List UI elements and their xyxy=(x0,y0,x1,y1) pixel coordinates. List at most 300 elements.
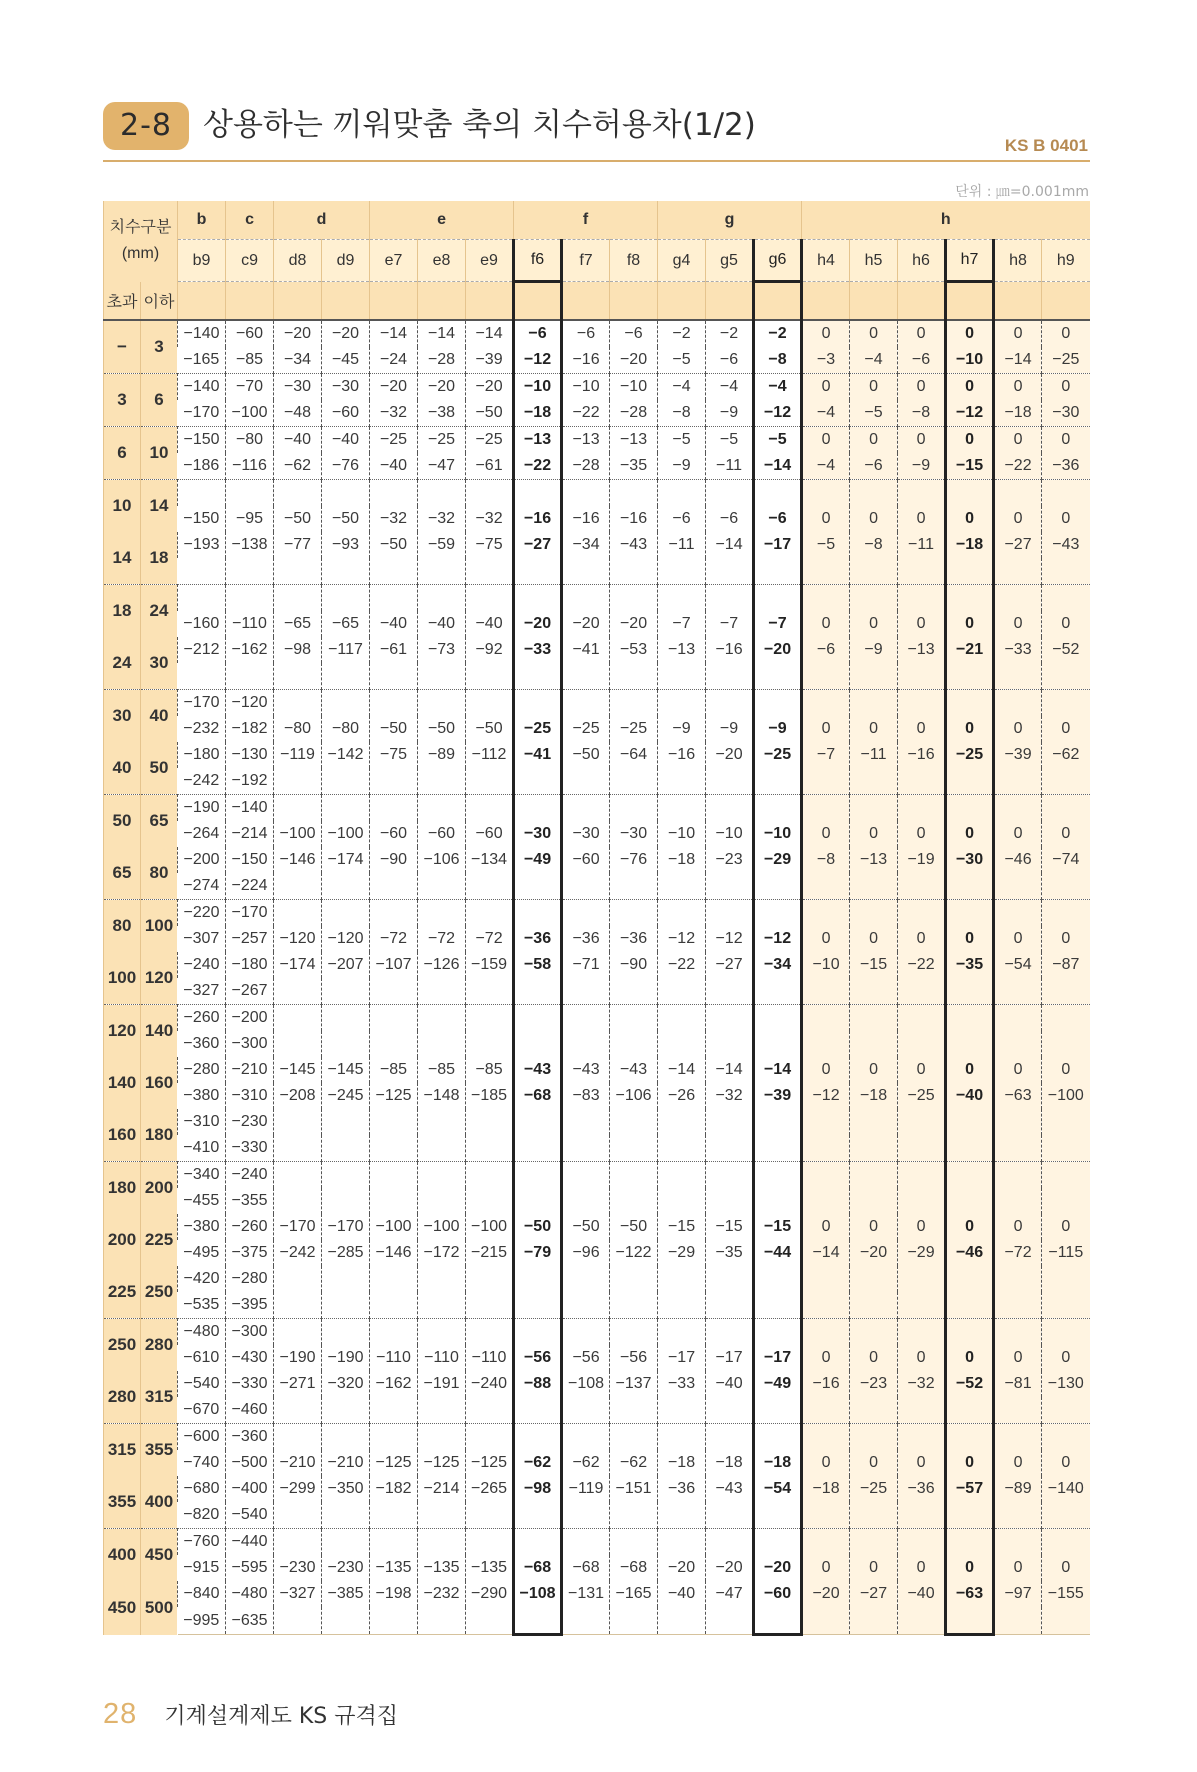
spacer-cell xyxy=(898,585,946,612)
spacer-cell xyxy=(850,978,898,1005)
spacer-cell xyxy=(658,978,706,1005)
upper-deviation: −18 xyxy=(706,1450,754,1476)
spacer-cell xyxy=(466,1424,514,1451)
lower-deviation: −89 xyxy=(994,1476,1042,1502)
upper-deviation: −280 xyxy=(178,1057,226,1083)
spacer-cell xyxy=(322,1424,370,1451)
upper-deviation: 0 xyxy=(946,1057,994,1083)
upper-deviation: 0 xyxy=(1042,1057,1090,1083)
spacer-cell xyxy=(658,1109,706,1162)
spacer-cell xyxy=(1042,690,1090,717)
upper-deviation: −330 xyxy=(226,1371,274,1397)
spacer-cell xyxy=(850,558,898,585)
spacer-cell xyxy=(562,978,610,1005)
lower-deviation: −18 xyxy=(514,400,562,427)
spacer-cell xyxy=(754,585,802,612)
lower-deviation: −41 xyxy=(514,742,562,768)
range-upto: 10 xyxy=(141,427,178,480)
spacer-cell xyxy=(658,1607,706,1635)
spacer-cell xyxy=(514,1109,562,1162)
spacer-cell xyxy=(706,480,754,507)
lower-deviation: −62 xyxy=(274,453,322,480)
lower-deviation: −307 xyxy=(183,930,220,947)
spacer-cell xyxy=(466,1162,514,1215)
upper-deviation: −680 xyxy=(178,1476,226,1502)
upper-deviation: −100 xyxy=(322,821,370,847)
upper-deviation: −16 xyxy=(610,506,658,532)
spacer-cell xyxy=(946,480,994,507)
upper-deviation: −240 xyxy=(178,952,226,978)
spacer-cell xyxy=(946,1266,994,1319)
header-row-range xyxy=(104,282,1090,321)
spacer-cell xyxy=(754,873,802,900)
spacer-cell xyxy=(658,1266,706,1319)
upper-deviation: −200 xyxy=(226,1005,274,1032)
upper-deviation: −20 xyxy=(610,611,658,637)
lower-deviation: −6 xyxy=(706,347,754,374)
upper-deviation: 0 xyxy=(1042,1345,1090,1371)
upper-deviation: −72 xyxy=(418,926,466,952)
upper-deviation: −340 xyxy=(178,1162,226,1189)
lower-deviation: −108 xyxy=(562,1371,610,1397)
spacer-cell xyxy=(418,1266,466,1319)
lower-deviation: −165 xyxy=(610,1581,658,1607)
table-row xyxy=(104,480,1090,507)
upper-deviation: −140 xyxy=(178,320,226,347)
upper-deviation: −6 xyxy=(754,506,802,532)
spacer-cell xyxy=(898,978,946,1005)
table-row xyxy=(104,400,1090,427)
table-row xyxy=(104,1424,1090,1451)
spacer-cell xyxy=(802,1424,850,1451)
upper-deviation: −220 xyxy=(178,900,226,927)
spacer-cell xyxy=(754,1162,802,1215)
spacer-cell xyxy=(898,1266,946,1319)
table-row xyxy=(104,1555,1090,1581)
lower-deviation: −64 xyxy=(610,742,658,768)
spacer-cell xyxy=(706,1266,754,1319)
class-header-f8: f8 xyxy=(610,240,658,282)
spacer-cell xyxy=(658,585,706,612)
upper-deviation: −230 xyxy=(226,1109,274,1135)
spacer-cell xyxy=(754,1502,802,1529)
spacer-cell xyxy=(274,1529,322,1556)
lower-deviation: −27 xyxy=(706,952,754,978)
upper-deviation: −30 xyxy=(274,374,322,401)
lower-deviation: −10 xyxy=(802,952,850,978)
upper-deviation: 0 xyxy=(946,716,994,742)
upper-deviation: 0 xyxy=(850,1214,898,1240)
spacer-cell xyxy=(226,558,274,585)
upper-deviation: 0 xyxy=(1042,1450,1090,1476)
lower-deviation: −68 xyxy=(514,1083,562,1109)
upper-deviation: −400 xyxy=(226,1476,274,1502)
range-upto: 3 xyxy=(141,320,178,374)
spacer-cell xyxy=(898,1162,946,1215)
range-over: 315 xyxy=(104,1424,141,1477)
range-over: 50 xyxy=(104,795,141,848)
upper-deviation: −260 xyxy=(226,1214,274,1240)
lower-deviation: −327 xyxy=(183,982,220,999)
spacer-cell xyxy=(466,1109,514,1162)
spacer-cell xyxy=(322,1397,370,1424)
upper-deviation: −43 xyxy=(562,1057,610,1083)
upper-deviation: 0 xyxy=(994,320,1042,347)
lower-deviation: −138 xyxy=(226,532,274,558)
table-row xyxy=(104,1214,1090,1240)
blank-header-cell xyxy=(994,282,1042,321)
upper-deviation: −130 xyxy=(226,742,274,768)
upper-deviation: 0 xyxy=(1042,506,1090,532)
upper-deviation: 0 xyxy=(898,320,946,347)
spacer-cell xyxy=(274,795,322,822)
upper-deviation: −260 xyxy=(178,1005,226,1032)
upper-deviation: −135 xyxy=(418,1555,466,1581)
lower-deviation: −30 xyxy=(946,847,994,873)
spacer-cell xyxy=(610,1529,658,1556)
upper-deviation: 0 xyxy=(946,611,994,637)
spacer-cell xyxy=(274,978,322,1005)
upper-deviation: −50 xyxy=(466,716,514,742)
spacer-cell xyxy=(274,1607,322,1635)
spacer-cell xyxy=(802,1109,850,1162)
lower-deviation: −25 xyxy=(898,1083,946,1109)
lower-deviation: −108 xyxy=(514,1581,562,1607)
upper-deviation: −110 xyxy=(226,611,274,637)
spacer-cell xyxy=(850,480,898,507)
range-over: 65 xyxy=(104,847,141,900)
lower-deviation: −50 xyxy=(562,742,610,768)
lower-deviation: −27 xyxy=(994,532,1042,558)
lower-deviation: −151 xyxy=(610,1476,658,1502)
spacer-cell xyxy=(274,1162,322,1215)
lower-deviation: −182 xyxy=(226,716,274,742)
upper-deviation: −20 xyxy=(658,1555,706,1581)
upper-deviation: −25 xyxy=(466,427,514,454)
spacer-cell xyxy=(1042,1529,1090,1556)
upper-deviation: −9 xyxy=(658,716,706,742)
upper-deviation: −32 xyxy=(418,506,466,532)
upper-deviation: −15 xyxy=(658,1214,706,1240)
spacer-cell xyxy=(706,690,754,717)
upper-deviation: −40 xyxy=(466,611,514,637)
lower-deviation: −185 xyxy=(466,1083,514,1109)
blank-header-cell xyxy=(370,282,418,321)
lower-deviation: −12 xyxy=(754,400,802,427)
upper-deviation: −14 xyxy=(370,320,418,347)
spacer-cell xyxy=(754,978,802,1005)
spacer-cell xyxy=(946,1424,994,1451)
lower-deviation: −5 xyxy=(802,532,850,558)
upper-deviation: −6 xyxy=(514,320,562,347)
spacer-cell xyxy=(226,585,274,612)
upper-deviation: −190 xyxy=(274,1345,322,1371)
spacer-cell xyxy=(610,1424,658,1451)
range-over: 180 xyxy=(104,1162,141,1215)
lower-deviation: −22 xyxy=(898,952,946,978)
spacer-cell xyxy=(1042,1005,1090,1058)
lower-deviation: −40 xyxy=(706,1371,754,1397)
upper-deviation: −50 xyxy=(610,1214,658,1240)
spacer-cell xyxy=(994,1529,1042,1556)
upper-deviation: −10 xyxy=(562,374,610,401)
upper-deviation: −68 xyxy=(610,1555,658,1581)
upper-deviation: −62 xyxy=(610,1450,658,1476)
upper-deviation: −17 xyxy=(658,1345,706,1371)
range-upto: 50 xyxy=(141,742,178,795)
lower-deviation: −41 xyxy=(562,637,610,663)
range-over: 225 xyxy=(104,1266,141,1319)
upper-deviation: 0 xyxy=(850,506,898,532)
class-header-h4: h4 xyxy=(802,240,850,282)
spacer-cell xyxy=(466,873,514,900)
lower-deviation: −137 xyxy=(610,1371,658,1397)
spacer-cell xyxy=(658,1502,706,1529)
upper-deviation: −56 xyxy=(514,1345,562,1371)
lower-deviation: −455 xyxy=(183,1192,220,1209)
upper-deviation: −180 xyxy=(226,952,274,978)
range-upto: 450 xyxy=(141,1529,178,1582)
class-header-f7: f7 xyxy=(562,240,610,282)
lower-deviation: −32 xyxy=(898,1371,946,1397)
spacer-cell xyxy=(562,1162,610,1215)
lower-deviation: −77 xyxy=(274,532,322,558)
spacer-cell xyxy=(370,585,418,612)
lower-deviation: −11 xyxy=(898,532,946,558)
upper-deviation: 0 xyxy=(994,1450,1042,1476)
spacer-cell xyxy=(994,1397,1042,1424)
lower-deviation: −73 xyxy=(418,637,466,663)
spacer-cell xyxy=(418,663,466,690)
upper-deviation: −160 xyxy=(183,615,220,632)
upper-deviation: −135 xyxy=(370,1555,418,1581)
lower-deviation: −59 xyxy=(418,532,466,558)
dimension-header xyxy=(104,201,178,282)
spacer-cell xyxy=(466,663,514,690)
table-row xyxy=(104,952,1090,978)
lower-deviation: −18 xyxy=(802,1476,850,1502)
upper-deviation: −6 xyxy=(610,320,658,347)
upper-deviation: −20 xyxy=(370,374,418,401)
spacer-cell xyxy=(994,1319,1042,1346)
spacer-cell xyxy=(898,1005,946,1058)
group-header-h: h xyxy=(802,201,1090,240)
lower-deviation: −72 xyxy=(994,1240,1042,1266)
table-row xyxy=(104,611,1090,637)
upper-deviation: −280 xyxy=(226,1266,274,1292)
spacer-cell xyxy=(418,1005,466,1058)
lower-deviation: −21 xyxy=(946,637,994,663)
lower-deviation: −23 xyxy=(706,847,754,873)
upper-deviation: −20 xyxy=(418,374,466,401)
spacer-cell xyxy=(274,1502,322,1529)
upper-deviation: −13 xyxy=(610,427,658,454)
upper-deviation: −62 xyxy=(562,1450,610,1476)
upper-deviation: −12 xyxy=(754,926,802,952)
table-row xyxy=(104,742,1090,768)
lower-deviation: −32 xyxy=(706,1083,754,1109)
spacer-cell xyxy=(418,1109,466,1162)
range-upto: 120 xyxy=(141,952,178,1005)
upper-deviation: −20 xyxy=(322,320,370,347)
spacer-cell xyxy=(706,1109,754,1162)
upper-deviation: −100 xyxy=(370,1214,418,1240)
upper-deviation: −13 xyxy=(562,427,610,454)
lower-deviation: −14 xyxy=(754,453,802,480)
spacer-cell xyxy=(610,873,658,900)
upper-deviation: −6 xyxy=(706,506,754,532)
upper-deviation: −6 xyxy=(658,506,706,532)
upper-deviation: −12 xyxy=(706,926,754,952)
spacer-cell xyxy=(994,690,1042,717)
spacer-cell xyxy=(274,480,322,507)
table-row xyxy=(104,347,1090,374)
upper-deviation: −16 xyxy=(514,506,562,532)
upper-deviation: 0 xyxy=(802,1057,850,1083)
spacer-cell xyxy=(706,1424,754,1451)
lower-deviation: −192 xyxy=(226,768,274,795)
lower-deviation: −410 xyxy=(183,1139,220,1156)
spacer-cell xyxy=(274,585,322,612)
lower-deviation: −14 xyxy=(706,532,754,558)
lower-deviation: −20 xyxy=(802,1581,850,1607)
lower-deviation: −36 xyxy=(1042,453,1090,480)
lower-deviation: −34 xyxy=(562,532,610,558)
spacer-cell xyxy=(274,900,322,927)
spacer-cell xyxy=(802,1319,850,1346)
lower-deviation: −34 xyxy=(274,347,322,374)
upper-deviation: −150 xyxy=(178,427,226,454)
lower-deviation: −22 xyxy=(514,453,562,480)
spacer-cell xyxy=(946,978,994,1005)
upper-deviation: 0 xyxy=(994,611,1042,637)
lower-deviation: −264 xyxy=(183,825,220,842)
spacer-cell xyxy=(322,1109,370,1162)
lower-deviation: −28 xyxy=(610,400,658,427)
spacer-cell xyxy=(322,795,370,822)
lower-deviation: −18 xyxy=(658,847,706,873)
spacer-cell xyxy=(514,663,562,690)
lower-deviation: −53 xyxy=(610,637,658,663)
upper-deviation: 0 xyxy=(898,611,946,637)
lower-deviation: −87 xyxy=(1042,952,1090,978)
lower-deviation: −540 xyxy=(226,1502,274,1529)
lower-deviation: −119 xyxy=(274,742,322,768)
upper-deviation: 0 xyxy=(994,1345,1042,1371)
upper-deviation: 0 xyxy=(1042,926,1090,952)
spacer-cell xyxy=(1042,1502,1090,1529)
lower-deviation: −35 xyxy=(946,952,994,978)
upper-deviation: −110 xyxy=(418,1345,466,1371)
spacer-cell xyxy=(898,1529,946,1556)
spacer-cell xyxy=(370,1424,418,1451)
spacer-cell xyxy=(754,1607,802,1635)
lower-deviation: −215 xyxy=(466,1240,514,1266)
range-over: 10 xyxy=(104,480,141,533)
spacer-cell xyxy=(754,1397,802,1424)
spacer-cell xyxy=(514,480,562,507)
lower-deviation: −74 xyxy=(1042,847,1090,873)
spacer-cell xyxy=(994,663,1042,690)
spacer-cell xyxy=(946,585,994,612)
spacer-cell xyxy=(514,1005,562,1058)
upper-deviation: 0 xyxy=(946,1555,994,1581)
lower-deviation: −245 xyxy=(322,1083,370,1109)
lower-deviation: −57 xyxy=(946,1476,994,1502)
upper-deviation: −13 xyxy=(514,427,562,454)
class-header-h6: h6 xyxy=(898,240,946,282)
upper-deviation: −480 xyxy=(226,1581,274,1607)
spacer-cell xyxy=(610,1266,658,1319)
spacer-cell xyxy=(994,1005,1042,1058)
spacer-cell xyxy=(322,690,370,717)
lower-deviation: −15 xyxy=(946,453,994,480)
lower-deviation: −49 xyxy=(754,1371,802,1397)
lower-deviation: −4 xyxy=(802,400,850,427)
upper-deviation: −600 xyxy=(178,1424,226,1451)
lower-deviation: −33 xyxy=(658,1371,706,1397)
spacer-cell xyxy=(850,795,898,822)
range-over: 120 xyxy=(104,1005,141,1058)
lower-deviation: −60 xyxy=(754,1581,802,1607)
spacer-cell xyxy=(514,1397,562,1424)
lower-deviation: −350 xyxy=(322,1476,370,1502)
lower-deviation: −310 xyxy=(226,1083,274,1109)
spacer-cell xyxy=(706,1502,754,1529)
lower-deviation: −122 xyxy=(610,1240,658,1266)
lower-deviation: −90 xyxy=(370,847,418,873)
lower-deviation: −162 xyxy=(370,1371,418,1397)
lower-deviation: −385 xyxy=(322,1581,370,1607)
upper-deviation: −7 xyxy=(658,611,706,637)
lower-deviation: −22 xyxy=(562,400,610,427)
lower-deviation: −12 xyxy=(946,400,994,427)
blank-header-cell xyxy=(562,282,610,321)
upper-deviation: −125 xyxy=(370,1450,418,1476)
upper-deviation: 0 xyxy=(898,821,946,847)
spacer-cell xyxy=(610,690,658,717)
spacer-cell xyxy=(466,1502,514,1529)
spacer-cell xyxy=(850,900,898,927)
spacer-cell xyxy=(322,1607,370,1635)
upper-deviation: −30 xyxy=(322,374,370,401)
spacer-cell xyxy=(706,1162,754,1215)
upper-deviation: −18 xyxy=(658,1450,706,1476)
lower-deviation: −125 xyxy=(370,1083,418,1109)
upper-deviation: −50 xyxy=(370,716,418,742)
lower-deviation: −97 xyxy=(994,1581,1042,1607)
spacer-cell xyxy=(754,1109,802,1162)
range-upto: 140 xyxy=(141,1005,178,1058)
lower-deviation: −6 xyxy=(802,637,850,663)
upper-deviation: −20 xyxy=(466,374,514,401)
upper-deviation: 0 xyxy=(946,506,994,532)
spacer-cell xyxy=(562,1397,610,1424)
upper-deviation: 0 xyxy=(850,1057,898,1083)
spacer-cell xyxy=(562,585,610,612)
upper-deviation: −32 xyxy=(466,506,514,532)
spacer-cell xyxy=(322,1529,370,1556)
spacer-cell xyxy=(274,1109,322,1162)
upper-deviation: 0 xyxy=(994,1214,1042,1240)
range-upto: 6 xyxy=(141,374,178,427)
lower-deviation: −29 xyxy=(658,1240,706,1266)
spacer-cell xyxy=(514,1607,562,1635)
lower-deviation: −40 xyxy=(370,453,418,480)
spacer-cell xyxy=(850,663,898,690)
spacer-cell xyxy=(370,1266,418,1319)
lower-deviation: −46 xyxy=(946,1240,994,1266)
